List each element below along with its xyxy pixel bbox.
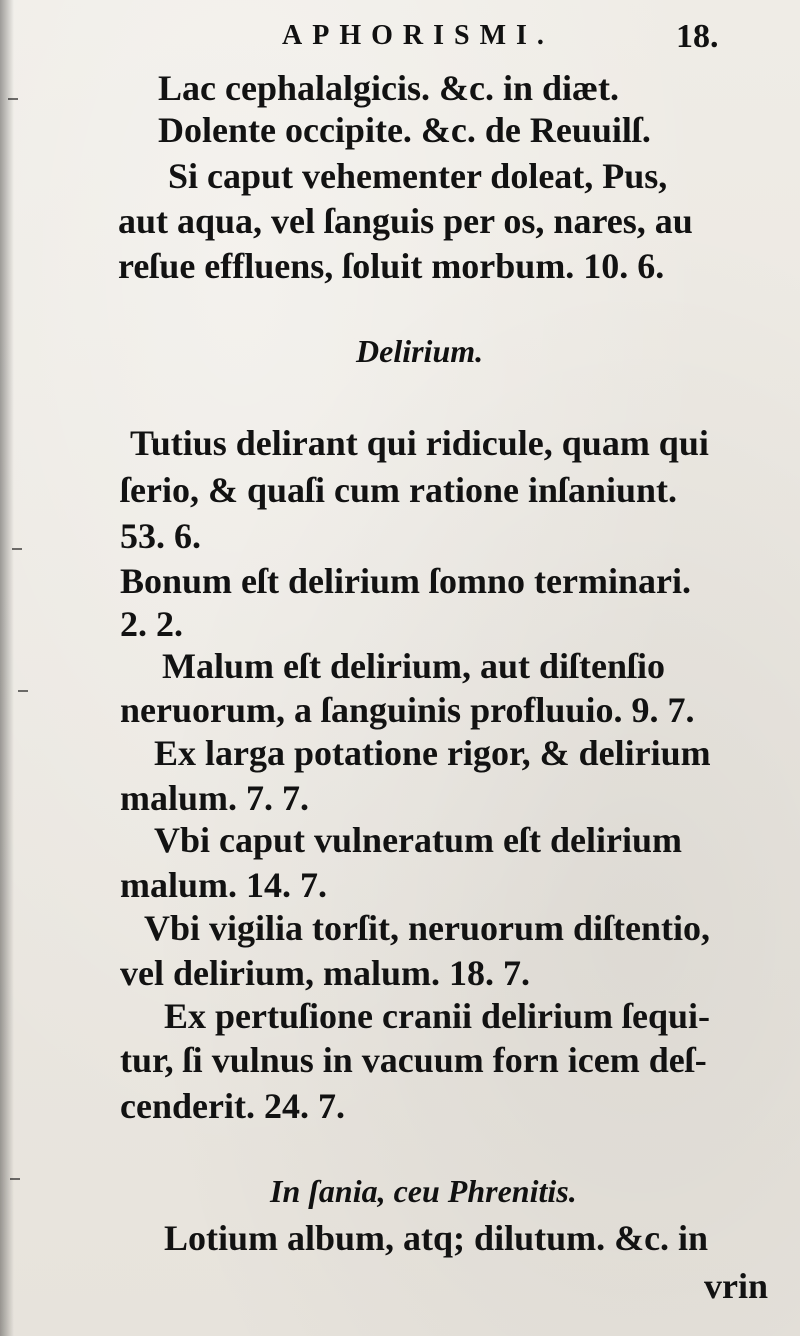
text-line: neruorum, a ſanguinis profluuio. 9. 7.	[120, 690, 695, 730]
text-line: aut aqua, vel ſanguis per os, nares, au	[118, 201, 693, 241]
text-line: Vbi vigilia torſit, neruorum diſtentio,	[144, 908, 710, 948]
text-line: 2. 2.	[120, 604, 183, 644]
text-line: Lac cephalalgicis. &c. in diæt.	[158, 68, 619, 108]
section-heading-insania: In ſania, ceu Phrenitis.	[270, 1173, 577, 1209]
text-line: cenderit. 24. 7.	[120, 1086, 345, 1126]
margin-mark	[8, 98, 18, 100]
text-line: Malum eſt delirium, aut diſtenſio	[162, 646, 665, 686]
running-title: APHORISMI.	[282, 20, 554, 51]
text-line: 53. 6.	[120, 516, 201, 556]
text-line: tur, ſi vulnus in vacuum forn icem deſ-	[120, 1040, 707, 1080]
text-line: Ex pertuſione cranii delirium ſequi-	[164, 996, 710, 1036]
text-line: reſue effluens, ſoluit morbum. 10. 6.	[118, 246, 665, 286]
page-gutter-shadow	[0, 0, 14, 1336]
margin-mark	[18, 690, 28, 692]
page-number: 18.	[676, 18, 719, 55]
section-heading-delirium: Delirium.	[356, 333, 484, 369]
text-line: malum. 14. 7.	[120, 865, 327, 905]
running-header	[0, 10, 800, 60]
margin-mark	[12, 548, 22, 550]
text-line: vel delirium, malum. 18. 7.	[120, 953, 530, 993]
text-line: Lotium album, atq; dilutum. &c. in	[164, 1218, 709, 1258]
text-line: Dolente occipite. &c. de Reuuilſ.	[158, 110, 651, 150]
text-line: Tutius delirant qui ridicule, quam qui	[130, 423, 709, 463]
text-line: Si caput vehementer doleat, Pus,	[168, 156, 668, 196]
margin-mark	[10, 1178, 20, 1180]
text-line: malum. 7. 7.	[120, 778, 309, 818]
text-line: Ex larga potatione rigor, & delirium	[154, 733, 711, 773]
text-line: Bonum eſt delirium ſomno terminari.	[120, 561, 691, 601]
text-line: Vbi caput vulneratum eſt delirium	[154, 820, 682, 860]
text-line: ſerio, & quaſi cum ratione inſaniunt.	[120, 470, 678, 510]
text-line: vrin	[704, 1266, 769, 1306]
